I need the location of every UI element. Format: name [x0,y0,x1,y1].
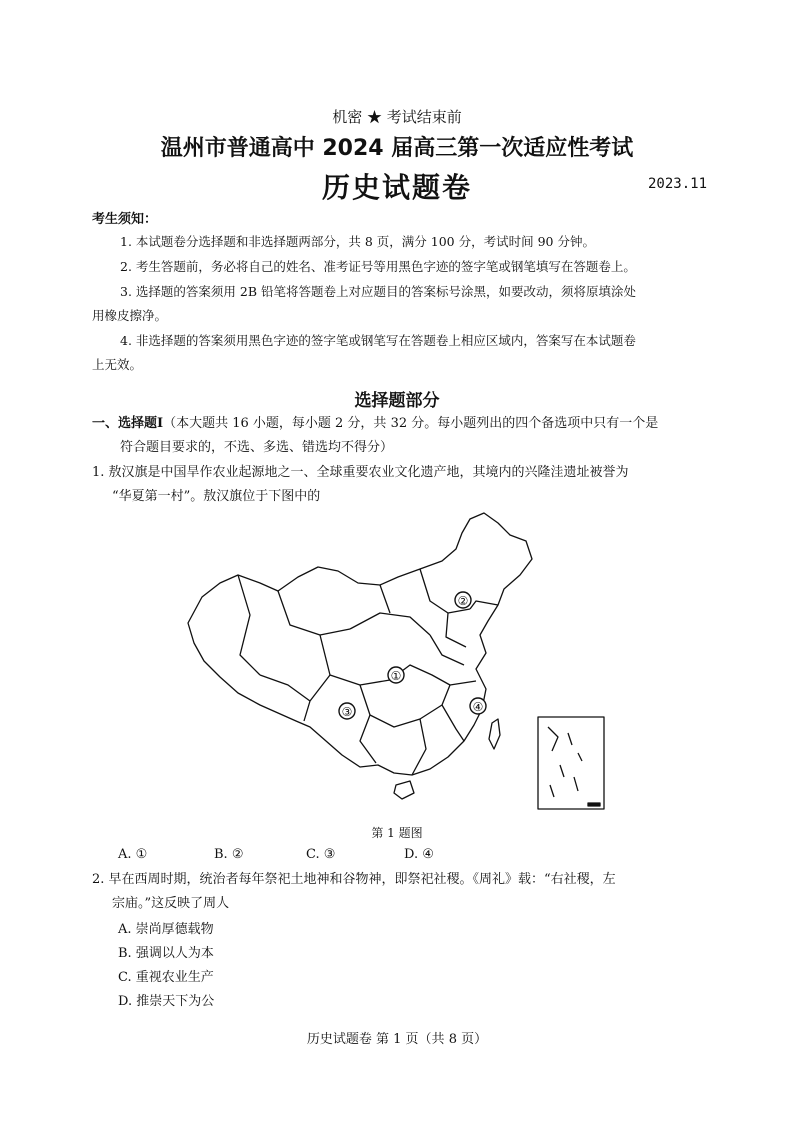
section-title: 选择题部分 [354,391,440,411]
exam-title: 温州市普通高中 2024 届高三第一次适应性考试 [160,136,634,161]
svg-text:②: ② [457,594,469,608]
map-outline [188,513,532,775]
q2-option-c[interactable]: C. 重视农业生产 [118,970,214,985]
q1-line-1: 1. 敖汉旗是中国旱作农业起源地之一、全球重要农业文化遗产地，其境内的兴隆洼遗址被誉为 [92,465,629,480]
map-marker-2 [455,592,471,608]
notice-line-3: 3. 选择题的答案须用 2B 铅笔将答题卷上对应题目的答案标号涂黑，如要改动，须将原填涂处 [120,284,636,299]
map-marker-4 [470,698,486,714]
svg-text:①: ① [390,669,402,683]
page-footer: 历史试题卷 第 1 页（共 8 页） [306,1032,488,1047]
q1-option-b[interactable]: B. ② [214,847,244,862]
confidential-label: 机密 ★ 考试结束前 [332,108,462,126]
q1-line-2: “华夏第一村”。敖汉旗位于下图中的 [112,489,321,504]
notice-line-1: 1. 本试题卷分选择题和非选择题两部分，共 8 页，满分 100 分，考试时间 90 分钟。 [120,234,595,249]
q1-option-d[interactable]: D. ④ [404,847,434,862]
hainan-outline [394,781,414,799]
q2-option-b[interactable]: B. 强调以人为本 [118,946,214,961]
notice-line-4b: 上无效。 [92,357,143,372]
notice-line-4: 4. 非选择题的答案须用黑色字迹的签字笔或钢笔写在答题卷上相应区域内，答案写在本试题卷 [120,333,636,348]
q2-line-2: 宗庙。”这反映了周人 [112,896,230,911]
map-marker-3 [339,703,355,719]
exam-date: 2023.11 [648,176,708,192]
taiwan-outline [489,719,500,749]
q1-option-c[interactable]: C. ③ [306,847,336,862]
figure-caption: 第 1 题图 [371,826,423,840]
q2-line-1: 2. 早在西周时期，统治者每年祭祀土地神和谷物神，即祭祀社稷。《周礼》载：“右社稷，左 [92,872,616,887]
notice-heading: 考生须知： [92,212,158,227]
china-map [180,505,620,817]
q2-option-d[interactable]: D. 推崇天下为公 [118,994,215,1009]
svg-text:④: ④ [472,700,484,714]
map-marker-1 [388,667,404,683]
part-desc-2: 符合题目要求的，不选、多选、错选均不得分） [120,440,394,455]
notice-line-3b: 用橡皮擦净。 [92,308,168,323]
paper-title: 历史试题卷 [321,171,472,204]
q1-option-a[interactable]: A. ① [118,847,148,862]
q2-option-a[interactable]: A. 崇尚厚德载物 [118,922,214,937]
part-heading: 一、选择题Ⅰ [92,416,164,431]
svg-text:③: ③ [341,705,353,719]
part-desc: （本大题共 16 小题，每小题 2 分，共 32 分。每小题列出的四个备选项中只有一个是 [163,416,659,431]
inset-box [538,717,604,809]
notice-line-2: 2. 考生答题前，务必将自己的姓名、准考证号等用黑色字迹的签字笔或钢笔填写在答题卷上。 [120,259,636,274]
